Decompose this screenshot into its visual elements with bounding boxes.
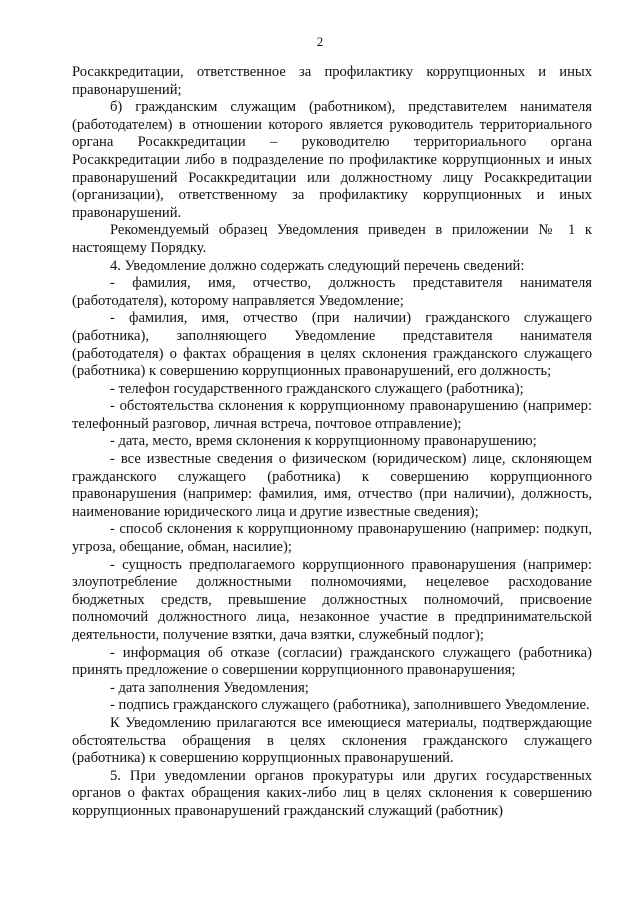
list-item-9: - информация об отказе (согласии) гражданского служащего (работника) принять предложение о совершении коррупционного правонарушения; [72, 644, 592, 679]
paragraph-5: 5. При уведомлении органов прокуратуры или других государственных органов о фактах обращения каких-либо лиц в целях склонения к совершению коррупционных правонарушений гражданский служащий (работник) [72, 767, 592, 819]
list-item-7: - способ склонения к коррупционному правонарушению (например: подкуп, угроза, обещание, обман, насилие); [72, 521, 592, 556]
list-item-2: - фамилия, имя, отчество (при наличии) гражданского служащего (работника), заполняющего Уведомление представителя нанимателя (работодателя) о фактах обращения в целях склонения гражданского служащего (работника) к совершению коррупционных правонарушений, его должность; [72, 310, 592, 380]
list-item-3: - телефон государственного гражданского служащего (работника); [110, 380, 524, 397]
paragraph-attachments: К Уведомлению прилагаются все имеющиеся материалы, подтверждающие обстоятельства обращения в целях склонения гражданского служащего (работника) к совершению коррупционных правонарушений. [72, 714, 592, 767]
list-item-10: - дата заполнения Уведомления; [110, 679, 309, 696]
page-number: 2 [316, 34, 324, 49]
paragraph-4: 4. Уведомление должно содержать следующий перечень сведений: [110, 257, 525, 274]
list-item-4: - обстоятельства склонения к коррупционному правонарушению (например: телефонный разговор, личная встреча, почтовое отправление); [72, 398, 592, 432]
list-item-8: - сущность предполагаемого коррупционного правонарушения (например: злоупотребление должностными полномочиями, нецелевое расходование бюджетных средств, превышение должностных полномочий, присвоение полномочий должностного лица, незаконное участие в предпринимательской деятельности, получение взятки, дача взятки, служебный подлог); [72, 556, 592, 643]
list-item-5: - дата, место, время склонения к коррупционному правонарушению; [110, 433, 537, 450]
list-item-6: - все известные сведения о физическом (юридическом) лице, склоняющем гражданского служащего (работника) к совершению коррупционного правонарушения (например: фамилия, имя, отчество (при наличии), должность, наименование юридического лица и другие известные сведения); [72, 451, 592, 520]
paragraph-3: Рекомендуемый образец Уведомления приведен в приложении № 1 к настоящему Порядку. [72, 222, 592, 256]
list-item-11: - подпись гражданского служащего (работника), заполнившего Уведомление. [110, 697, 590, 714]
list-item-1: - фамилия, имя, отчество, должность представителя нанимателя (работодателя), которому направляется Уведомление; [72, 275, 592, 309]
paragraph-2: б) гражданским служащим (работником), представителем нанимателя (работодателем) в отношении которого является руководитель территориального органа Росаккредитации – руководителю территориального органа Росаккредитации либо в подразделение по профилактике коррупционных и иных правонарушений Росаккредитации или должностному лицу Росаккредитации (организации), ответственному за профилактику коррупционных и иных правонарушений. [72, 99, 592, 221]
document-body [72, 64, 592, 821]
paragraph-1: Росаккредитации, ответственное за профилактику коррупционных и иных правонарушений; [72, 64, 592, 98]
